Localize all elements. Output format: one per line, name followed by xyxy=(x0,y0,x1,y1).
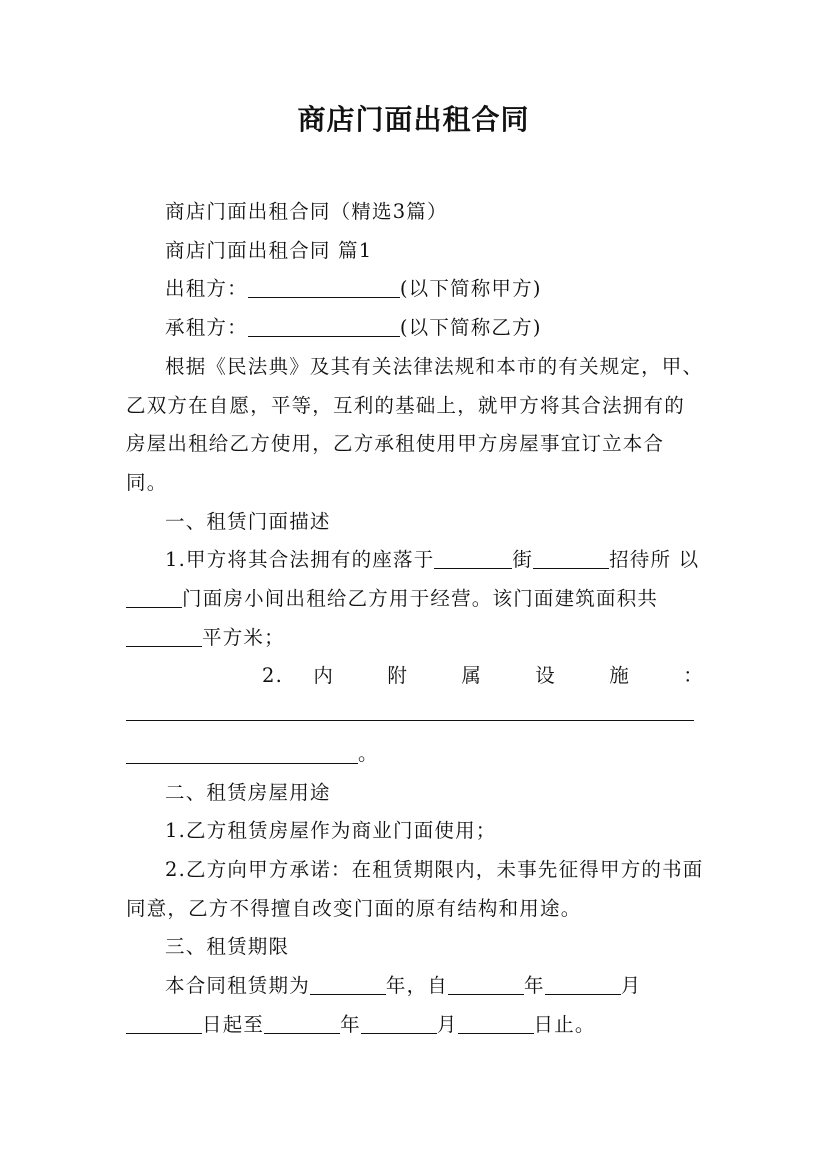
end-month-blank xyxy=(361,1013,437,1034)
preamble-paragraph: 根据《民法典》及其有关法律法规和本市的有关规定，甲、乙双方在自愿，平等，互利的基础上，就甲方将其合法拥有的房屋出租给乙方使用，乙方承租使用甲方房屋事宜订立本合同。 xyxy=(126,354,704,494)
term-years-blank xyxy=(310,975,386,996)
document-body xyxy=(126,193,704,1044)
lessee-label: 承租方： xyxy=(165,316,248,340)
section2-item1: 1.乙方租赁房屋作为商业门面使用； xyxy=(165,819,497,843)
street-blank xyxy=(434,549,512,570)
lessee-suffix: (以下简称乙方) xyxy=(399,316,542,340)
end-year-blank xyxy=(264,1013,340,1034)
lessee-blank xyxy=(248,317,400,338)
room-count-blank xyxy=(126,588,182,609)
s1-item1-text-a: 1.甲方将其合法拥有的座落于 xyxy=(165,548,435,572)
end-day-blank xyxy=(458,1013,534,1034)
section1-item2-label: 2. 内 附 属 设 施 ： xyxy=(262,664,704,688)
start-year-blank xyxy=(448,975,524,996)
facilities-end: 。 xyxy=(358,741,379,765)
part-heading: 商店门面出租合同 篇1 xyxy=(165,238,373,262)
lessor-suffix: (以下简称甲方) xyxy=(399,277,542,301)
facilities-line-1 xyxy=(126,696,704,735)
start-day-blank xyxy=(126,1013,202,1034)
section2-heading: 二、租赁房屋用途 xyxy=(165,780,331,804)
lessor-line xyxy=(126,270,704,309)
start-month-blank xyxy=(545,975,621,996)
s3-text-e: 日起至 xyxy=(202,1012,265,1036)
s3-text-c: 年 xyxy=(524,974,545,998)
facilities-blank-1 xyxy=(126,696,694,721)
s1-item1-text-e: 平方米； xyxy=(202,625,285,649)
s3-text-a: 本合同租赁期为 xyxy=(165,974,310,998)
facilities-line-2 xyxy=(126,735,704,774)
area-blank xyxy=(126,626,202,647)
intro-line: 商店门面出租合同（精选3篇） xyxy=(165,200,448,223)
section3-heading: 三、租赁期限 xyxy=(165,935,290,959)
section2-item2: 2.乙方向甲方承诺：在租赁期限内，未事先征得甲方的书面同意，乙方不得擅自改变门面的原有结构和用途。 xyxy=(126,857,704,920)
s3-text-g: 月 xyxy=(436,1012,458,1036)
lessor-blank xyxy=(248,278,400,299)
s3-text-b: 年，自 xyxy=(385,974,449,998)
lessee-line xyxy=(126,309,704,348)
section1-item1 xyxy=(126,541,704,657)
s3-text-h: 日止。 xyxy=(533,1012,596,1036)
document-title: 商店门面出租合同 xyxy=(297,103,530,136)
lessor-label: 出租方： xyxy=(165,277,248,301)
facilities-blank-2 xyxy=(126,739,358,764)
section1-heading: 一、租赁门面描述 xyxy=(165,509,331,533)
s1-item1-text-c: 招待所 以 xyxy=(609,548,700,572)
s3-text-d: 月 xyxy=(620,974,642,998)
s3-text-f: 年 xyxy=(340,1012,361,1036)
section3-term xyxy=(126,967,704,1044)
s1-item1-text-d: 门面房小间出租给乙方用于经营。该门面建筑面积共 xyxy=(182,587,659,611)
s1-item1-text-b: 街 xyxy=(512,548,534,572)
hotel-blank xyxy=(533,549,609,570)
